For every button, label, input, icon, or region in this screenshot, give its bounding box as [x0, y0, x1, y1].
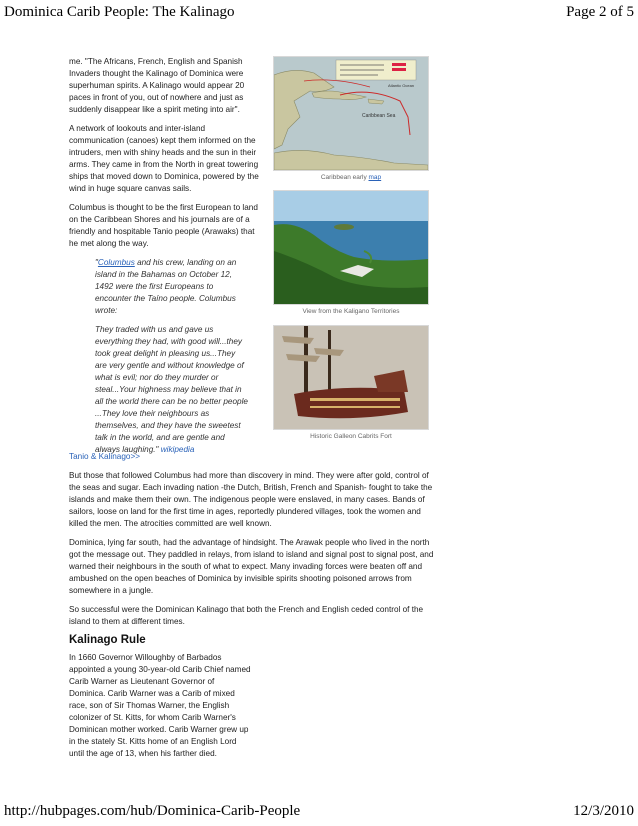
footer-url: http://hubpages.com/hub/Dominica-Carib-People [4, 803, 301, 819]
figure-caption: Historic Galleon Cabrits Fort [310, 433, 392, 440]
map-label-atlantic: Atlantic Ocean [388, 83, 415, 88]
left-column [69, 56, 259, 257]
ship-figure [273, 325, 429, 440]
section-heading: Kalinago Rule [69, 634, 146, 646]
paragraph: So successful were the Dominican Kalinago that both the French and English ceded control of the island to them at different times. [69, 605, 424, 626]
map-link[interactable]: map [368, 174, 382, 181]
paragraph: Columbus is thought to be the first European to land on the Caribbean Shores and his journals are of a friendly and hospitable Tanio people (Arawaks) that he met along the way. [69, 203, 258, 248]
tanio-kalinago-link[interactable]: Tanio & Kalinago>> [69, 452, 141, 461]
paragraph: Dominica, lying far south, had the advantage of hindsight. The Arawak people who lived in the north got the message out. They paddled in relays, from island to island and signal post to signal post, and warned their neighbours in the south of what to expect. Many invading forces were beaten off and ambushed on the open beaches of Dominica by invisible spirits shooting poisoned arrows from somewhere in a jungle. [69, 538, 434, 595]
footer-date: 12/3/2010 [573, 803, 634, 819]
map-figure [273, 56, 429, 181]
columbus-link[interactable]: Columbus [97, 258, 135, 267]
paragraph: In 1660 Governor Willoughby of Barbados appointed a young 30-year-old Carib Chief named Carib Warner as Lieutenant Governor of Dominica. Carib Warner was a Carib of mixed race, son of Sir Thomas Warner, the English colonizer of St. Kitts, for whom Carib Warner's Dominican mother worked. Carib Warner grew up in the stately St. Kitts home of an English Lord until the age of 13, when his farther died. [69, 653, 251, 758]
page-number: Page 2 of 5 [566, 4, 634, 20]
columbus-quote [95, 257, 249, 463]
quote-body: They traded with us and gave us everything they had, with good will...they took great delight in pleasing us...They are very gentle and without knowledge of what is evil; nor do they murder or steal...Your highness may believe that in all the world there can be no better people ...They love their neighbours as themselves, and they have the sweetest talk in the world, and are gentle and always laughing." wikipedia [95, 325, 248, 454]
paragraph: But those that followed Columbus had more than discovery in mind. They were after gold, control of the seas and sugar. Each invading nation -the Dutch, British, French and Spanish- fought to take the islands and make them their own. The indigenous people were enslaved, in many cases. Bands of sailors, loose on land for the first time in ages, reportedly plundered villages, took the women and killed the men. The atrocities committed are well known. [69, 471, 433, 528]
paragraph: A network of lookouts and inter-island communication (canoes) kept them informed on the intruders, men with shiny heads and the sun in their arms. They came in from the North in great towering ships that moved down to Dominica, powered by the wind in huge square canvas sails. [69, 124, 259, 193]
wikipedia-link[interactable]: wikipedia [160, 445, 195, 454]
main-body [69, 470, 441, 635]
view-figure [273, 190, 429, 315]
page-header-title: Dominica Carib People: The Kalinago [4, 4, 235, 20]
kalinago-view-image[interactable] [273, 190, 429, 305]
caribbean-map-image[interactable] [273, 56, 429, 171]
map-label-caribbean-sea: Caribbean Sea [362, 113, 396, 119]
paragraph: me. "The Africans, French, English and Spanish Invaders thought the Kalinago of Dominica were superhuman spirits. A Kalinago would appear 20 paces in front of you, out of nowhere and just as suddenly disappear like a spirit meting into air". [69, 57, 245, 114]
galleon-image[interactable] [273, 325, 429, 430]
figure-caption: View from the Kaligano Territories [302, 308, 400, 315]
figure-caption: Caribbean early map [320, 174, 382, 181]
quote-intro: "Columbus and his crew, landing on an island in the Bahamas on October 12, 1492 were the first Europeans to encounter the Taíno people. Columbus wrote: [95, 258, 237, 315]
